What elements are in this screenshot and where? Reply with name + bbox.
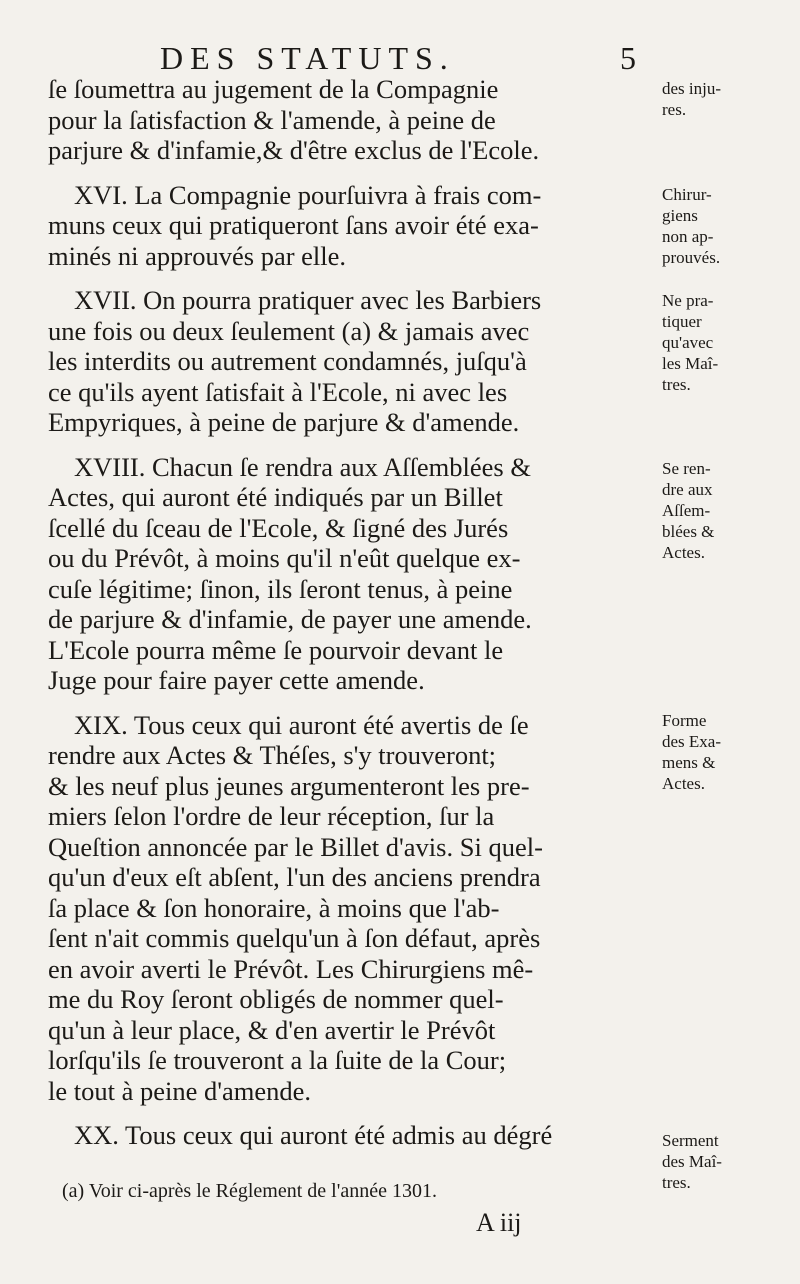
- margin-note: [662, 78, 796, 120]
- margin-note: [662, 458, 796, 563]
- text-line: me du Roy ſeront obligés de nommer quel-: [48, 984, 504, 1014]
- margin-line: Actes.: [662, 774, 705, 793]
- margin-line: Actes.: [662, 543, 705, 562]
- footnote: (a) Voir ci-après le Réglement de l'année 1301.: [62, 1180, 437, 1202]
- margin-line: Ne pra-: [662, 291, 714, 310]
- text-line: muns ceux qui pratiqueront ſans avoir été exa-: [48, 210, 539, 240]
- text-line: Juge pour faire payer cette amende.: [48, 665, 425, 695]
- margin-note: [662, 710, 796, 794]
- text-line: qu'un d'eux eſt abſent, l'un des anciens prendra: [48, 862, 541, 892]
- text-line: ſent n'ait commis quelqu'un à ſon défaut, après: [48, 923, 541, 953]
- margin-line: Aſſem-: [662, 501, 711, 520]
- text-line: de parjure & d'infamie, de payer une amende.: [48, 604, 532, 634]
- margin-line: mens &: [662, 753, 716, 772]
- margin-line: les Maî-: [662, 354, 719, 373]
- margin-line: non ap-: [662, 227, 714, 246]
- text-line: parjure & d'infamie,& d'être exclus de l'Ecole.: [48, 135, 540, 165]
- text-line: minés ni approuvés par elle.: [48, 240, 347, 271]
- margin-line: Se ren-: [662, 459, 711, 478]
- margin-line: blées &: [662, 522, 715, 541]
- text-line: Queſtion annoncée par le Billet d'avis. Si quel-: [48, 831, 543, 862]
- margin-line: dre aux: [662, 480, 713, 499]
- text-line: cuſe légitime; ſinon, ils ſeront tenus, à peine: [48, 573, 513, 604]
- text-line: XX. Tous ceux qui auront été admis au dégré: [74, 1120, 553, 1150]
- text-line: pour la ſatisfaction & l'amende, à peine de: [48, 104, 496, 135]
- margin-line: giens: [662, 206, 698, 225]
- text-line: lorſqu'ils ſe trouveront a la ſuite de la Cour;: [48, 1045, 507, 1075]
- margin-line: res.: [662, 100, 687, 119]
- text-line: ſe ſoumettra au jugement de la Compagnie: [48, 74, 499, 104]
- text-line: qu'un à leur place, & d'en avertir le Prévôt: [48, 1014, 496, 1045]
- margin-line: prouvés.: [662, 248, 721, 267]
- text-line: XVII. On pourra pratiquer avec les Barbiers: [74, 285, 542, 315]
- margin-line: des inju-: [662, 79, 722, 98]
- margin-line: tres.: [662, 1173, 691, 1192]
- text-line: une fois ou deux ſeulement (a) & jamais avec: [48, 315, 530, 346]
- article-continuation: [48, 74, 654, 166]
- text-line: Actes, qui auront été indiqués par un Billet: [48, 482, 503, 512]
- text-line: ce qu'ils ayent ſatisfait à l'Ecole, ni avec les: [48, 376, 508, 407]
- text-line: ſa place & ſon honoraire, à moins que l'ab-: [48, 892, 500, 923]
- text-line: en avoir averti le Prévôt. Les Chirurgiens mê-: [48, 953, 534, 984]
- margin-note: [662, 1130, 796, 1193]
- margin-line: Forme: [662, 711, 707, 730]
- running-title: DES STATUTS.: [160, 40, 455, 76]
- article-xvi: [48, 180, 654, 272]
- text-line: Empyriques, à peine de parjure & d'amende.: [48, 407, 520, 437]
- margin-note: [662, 184, 796, 268]
- margin-line: Chirur-: [662, 185, 712, 204]
- article-xx: [48, 1120, 654, 1151]
- text-line: le tout à peine d'amende.: [48, 1075, 312, 1106]
- signature-mark: A iij: [476, 1208, 522, 1237]
- margin-line: tres.: [662, 375, 691, 394]
- text-line: XVIII. Chacun ſe rendra aux Aſſemblées &: [74, 451, 531, 482]
- margin-line: Serment: [662, 1131, 719, 1150]
- margin-note: [662, 290, 796, 395]
- text-line: XIX. Tous ceux qui auront été avertis de ſe: [74, 709, 529, 740]
- text-line: & les neuf plus jeunes argumenteront les pre-: [48, 770, 530, 801]
- margin-line: des Exa-: [662, 732, 722, 751]
- text-line: miers ſelon l'ordre de leur réception, ſur la: [48, 801, 495, 831]
- article-xviii: [48, 452, 654, 696]
- margin-line: des Maî-: [662, 1152, 722, 1171]
- text-line: ſcellé du ſceau de l'Ecole, & ſigné des Jurés: [48, 512, 509, 543]
- article-xix: [48, 710, 654, 1107]
- text-line: les interdits ou autrement condamnés, juſqu'à: [48, 346, 527, 376]
- text-line: L'Ecole pourra même ſe pourvoir devant le: [48, 634, 504, 665]
- text-line: ou du Prévôt, à moins qu'il n'eût quelque ex-: [48, 543, 521, 573]
- text-line: XVI. La Compagnie pourſuivra à frais com-: [74, 179, 542, 210]
- text-line: rendre aux Actes & Théſes, s'y trouveront;: [48, 740, 497, 770]
- page-number: 5: [620, 40, 636, 76]
- margin-line: tiquer: [662, 312, 702, 331]
- margin-line: qu'avec: [662, 333, 714, 352]
- main-text: [48, 74, 654, 1165]
- article-xvii: [48, 285, 654, 438]
